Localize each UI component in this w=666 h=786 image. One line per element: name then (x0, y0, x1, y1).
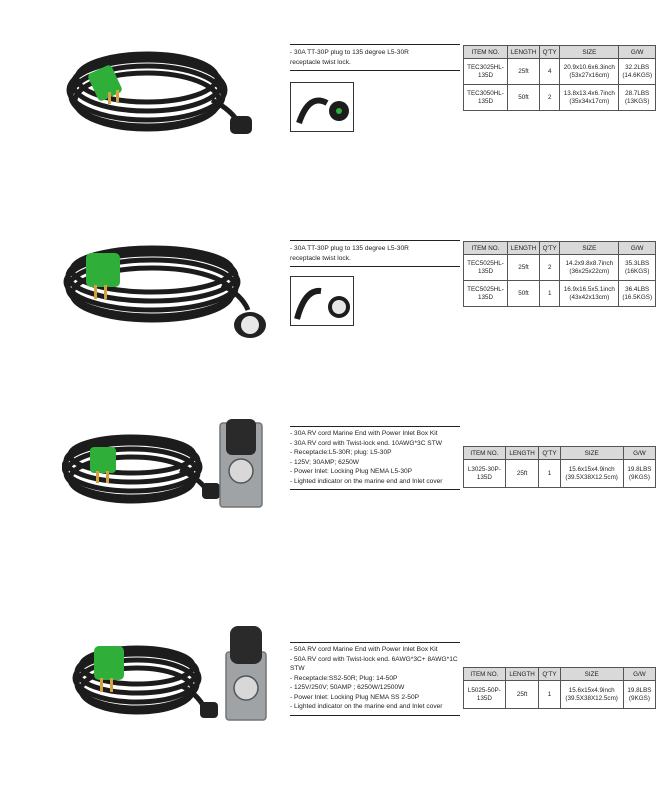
desc-line: - Lighted indicator on the marine end and Inlet cover (290, 477, 443, 485)
col-size: SIZE (560, 668, 623, 681)
col-item: ITEM NO. (464, 668, 506, 681)
table-row (464, 460, 656, 488)
desc-line: - 30A TT-30P plug to 135 degree L5-30R (290, 49, 409, 56)
desc-line: - 30A TT-30P plug to 135 degree L5-30R (290, 245, 409, 252)
col-size: SIZE (560, 447, 623, 460)
col-item: ITEM NO. (464, 447, 506, 460)
header-row (464, 668, 656, 681)
rule (290, 70, 460, 71)
cord-photo (62, 415, 272, 515)
gross-weight: 32.2LBS (14.6KGS) (619, 59, 656, 85)
qty: 2 (540, 85, 560, 111)
qty: 4 (540, 59, 560, 85)
col-size: SIZE (560, 242, 619, 255)
product-description (290, 642, 460, 716)
rule (290, 489, 460, 490)
col-item: ITEM NO. (464, 242, 508, 255)
size: 13.8x13.4x6.7inch (35x34x17cm) (560, 85, 619, 111)
length: 25ft (505, 460, 539, 488)
desc-line: - Receptacle:SS2-50R; Plug: 14-50P (290, 674, 398, 682)
col-item: ITEM NO. (464, 46, 508, 59)
col-qty: Q'TY (540, 46, 560, 59)
qty: 1 (540, 281, 560, 307)
qty: 2 (540, 255, 560, 281)
length: 25ft (507, 59, 539, 85)
col-qty: Q'TY (539, 668, 560, 681)
rule (290, 44, 460, 45)
table-row (464, 85, 656, 111)
rule (290, 715, 460, 716)
gross-weight: 36.4LBS (16.5KGS) (619, 281, 656, 307)
col-gw: G/W (619, 242, 656, 255)
gross-weight: 35.3LBS (16KGS) (619, 255, 656, 281)
length: 50ft (507, 85, 539, 111)
col-gw: G/W (623, 668, 655, 681)
desc-line: - 125V; 30AMP; 6250W (290, 458, 360, 466)
detail-photo (290, 276, 354, 326)
desc-line: STW (290, 665, 305, 672)
header-row (464, 242, 656, 255)
header-row (464, 46, 656, 59)
rule (290, 426, 460, 427)
detail-photo (290, 82, 354, 132)
col-length: LENGTH (505, 447, 539, 460)
cord-photo (62, 30, 262, 140)
qty: 1 (539, 460, 560, 488)
header-row (464, 447, 656, 460)
col-length: LENGTH (507, 46, 539, 59)
gross-weight: 19.8LBS (9KGS) (623, 681, 655, 709)
spec-table (463, 241, 656, 307)
col-qty: Q'TY (540, 242, 560, 255)
length: 25ft (507, 255, 539, 281)
product-description (290, 44, 460, 71)
size: 20.9x10.6x6.3inch (53x27x16cm) (560, 59, 619, 85)
spec-table (463, 446, 656, 488)
table-row (464, 281, 656, 307)
size: 16.9x16.5x5.1inch (43x42x13cm) (560, 281, 619, 307)
item-no: L3025-30P- 135D (464, 460, 506, 488)
cord-photo (62, 225, 272, 340)
desc-line: receptacle twist lock. (290, 254, 351, 262)
qty: 1 (539, 681, 560, 709)
desc-line: - 50A RV cord with Twist-lock end. 6AWG*3C+ 8AWG*1C (290, 655, 458, 663)
item-no: L5025-50P- 135D (464, 681, 506, 709)
size: 15.6x15x4.9inch (39.5X38X12.5cm) (560, 681, 623, 709)
item-no: TEC5025HL- 135D (464, 255, 508, 281)
length: 50ft (507, 281, 539, 307)
size: 15.6x15x4.9inch (39.5X38X12.5cm) (560, 460, 623, 488)
col-length: LENGTH (507, 242, 539, 255)
cord-photo (72, 622, 282, 732)
table-row (464, 681, 656, 709)
item-no: TEC5025HL- 135D (464, 281, 508, 307)
col-size: SIZE (560, 46, 619, 59)
rule (290, 642, 460, 643)
size: 14.2x9.8x8.7inch (36x25x22cm) (560, 255, 619, 281)
gross-weight: 28.7LBS (13KGS) (619, 85, 656, 111)
col-qty: Q'TY (539, 447, 560, 460)
spec-table (463, 667, 656, 709)
desc-line: - Power Inlet: Locking Plug NEMA L5-30P (290, 468, 413, 475)
desc-line: - 125V/250V; 50AMP ; 6250W/12500W (290, 684, 405, 691)
col-gw: G/W (623, 447, 655, 460)
desc-line: - Lighted indicator on the marine end and Inlet cover (290, 703, 443, 710)
gross-weight: 19.8LBS (9KGS) (623, 460, 655, 488)
desc-line: - 30A RV cord with Twist-lock end. 10AWG*3C STW (290, 439, 442, 447)
length: 25ft (505, 681, 539, 709)
spec-table (463, 45, 656, 111)
col-length: LENGTH (505, 668, 539, 681)
desc-line: - 50A RV cord Marine End with Power Inlet Box Kit (290, 646, 438, 653)
col-gw: G/W (619, 46, 656, 59)
item-no: TEC3050HL- 135D (464, 85, 508, 111)
desc-line: - Power Inlet: Locking Plug NEMA SS 2-50P (290, 693, 420, 701)
product-description (290, 426, 460, 490)
rule (290, 266, 460, 267)
table-row (464, 255, 656, 281)
table-row (464, 59, 656, 85)
item-no: TEC3025HL- 135D (464, 59, 508, 85)
rule (290, 240, 460, 241)
desc-line: receptacle twist lock. (290, 58, 351, 66)
product-description (290, 240, 460, 267)
desc-line: - Receptacle:L5-30R; plug: L5-30P (290, 449, 392, 456)
desc-line: - 30A RV cord Marine End with Power Inlet Box Kit (290, 430, 438, 437)
